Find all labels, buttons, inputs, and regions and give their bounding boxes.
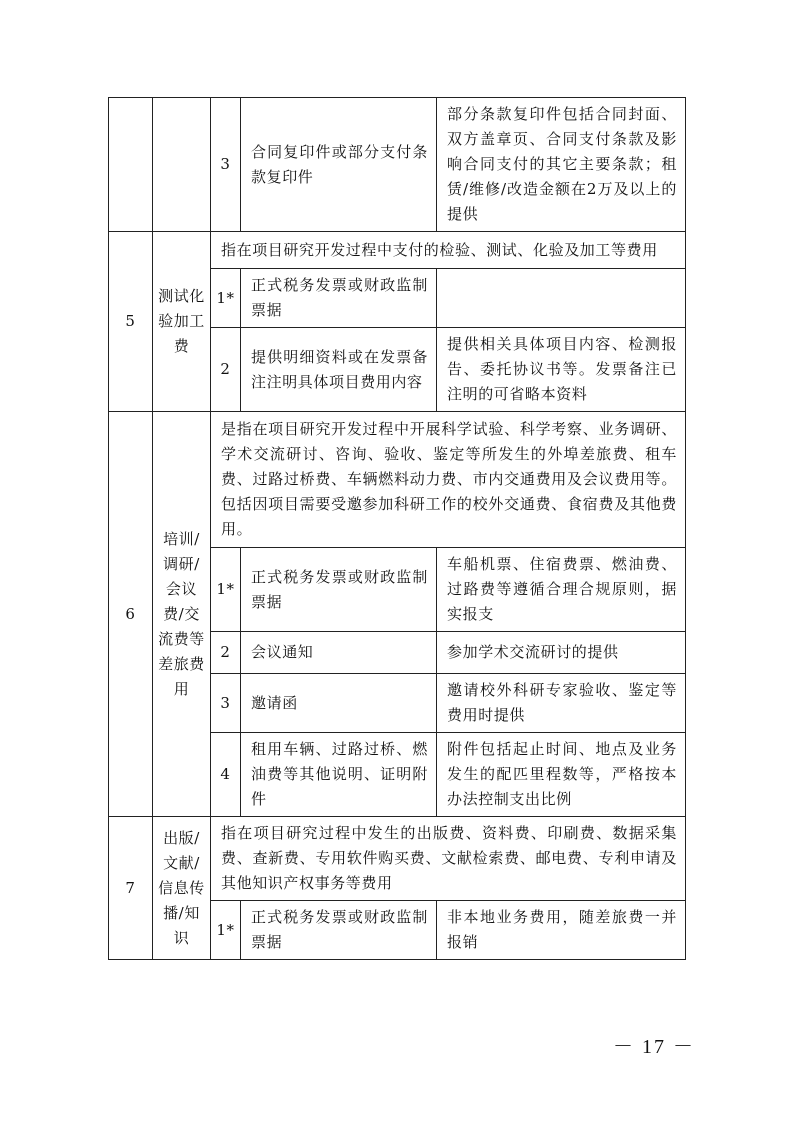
table-row xyxy=(109,817,686,901)
sub-number-cell: 2 xyxy=(211,632,241,674)
sub-number-cell: 3 xyxy=(211,98,241,232)
sub-number-cell: 1* xyxy=(211,548,241,632)
page-number: － 17 － xyxy=(613,1036,695,1058)
category-description: 指在项目研究过程中发生的出版费、资料费、印刷费、数据采集费、查新费、专用软件购买费、文献检索费、邮电费、专利申请及其他知识产权事务等费用 xyxy=(211,817,686,901)
material-cell: 合同复印件或部分支付条款复印件 xyxy=(241,98,437,232)
category-number-cell: 5 xyxy=(109,232,153,412)
category-name-cell: 培训/调研/会议费/交流费等差旅费用 xyxy=(153,412,211,817)
sub-number-cell: 3 xyxy=(211,674,241,733)
table-row xyxy=(109,98,686,232)
note-cell: 车船机票、住宿费票、燃油费、过路费等遵循合理合规原则，据实报支 xyxy=(437,548,686,632)
material-cell: 邀请函 xyxy=(241,674,437,733)
category-number-cell xyxy=(109,98,153,232)
category-description: 指在项目研究开发过程中支付的检验、测试、化验及加工等费用 xyxy=(211,232,686,269)
material-cell: 提供明细资料或在发票备注注明具体项目费用内容 xyxy=(241,328,437,412)
category-number-cell: 6 xyxy=(109,412,153,817)
category-description: 是指在项目研究开发过程中开展科学试验、科学考察、业务调研、学术交流研讨、咨询、验收、鉴定等所发生的外埠差旅费、租车费、过路过桥费、车辆燃料动力费、市内交通费用及会议费用等。包括因项目需要受邀参加科研工作的校外交通费、食宿费及其他费用。 xyxy=(211,412,686,548)
expense-requirements-table xyxy=(108,97,686,960)
note-cell: 提供相关具体项目内容、检测报告、委托协议书等。发票备注已注明的可省略本资料 xyxy=(437,328,686,412)
note-cell: 非本地业务费用，随差旅费一并报销 xyxy=(437,901,686,960)
material-cell: 会议通知 xyxy=(241,632,437,674)
table-row xyxy=(109,412,686,548)
material-cell: 租用车辆、过路过桥、燃油费等其他说明、证明附件 xyxy=(241,733,437,817)
sub-number-cell: 2 xyxy=(211,328,241,412)
material-cell: 正式税务发票或财政监制票据 xyxy=(241,901,437,960)
sub-number-cell: 1* xyxy=(211,269,241,328)
material-cell: 正式税务发票或财政监制票据 xyxy=(241,269,437,328)
note-cell xyxy=(437,269,686,328)
note-cell: 邀请校外科研专家验收、鉴定等费用时提供 xyxy=(437,674,686,733)
category-number-cell: 7 xyxy=(109,817,153,960)
category-name-cell: 测试化验加工费 xyxy=(153,232,211,412)
note-cell: 附件包括起止时间、地点及业务发生的配匹里程数等，严格按本办法控制支出比例 xyxy=(437,733,686,817)
category-name-cell xyxy=(153,98,211,232)
sub-number-cell: 1* xyxy=(211,901,241,960)
table-row xyxy=(109,232,686,269)
material-cell: 正式税务发票或财政监制票据 xyxy=(241,548,437,632)
note-cell: 参加学术交流研讨的提供 xyxy=(437,632,686,674)
sub-number-cell: 4 xyxy=(211,733,241,817)
category-name-cell: 出版/文献/信息传播/知识 xyxy=(153,817,211,960)
note-cell: 部分条款复印件包括合同封面、双方盖章页、合同支付条款及影响合同支付的其它主要条款；租赁/维修/改造金额在2万及以上的提供 xyxy=(437,98,686,232)
